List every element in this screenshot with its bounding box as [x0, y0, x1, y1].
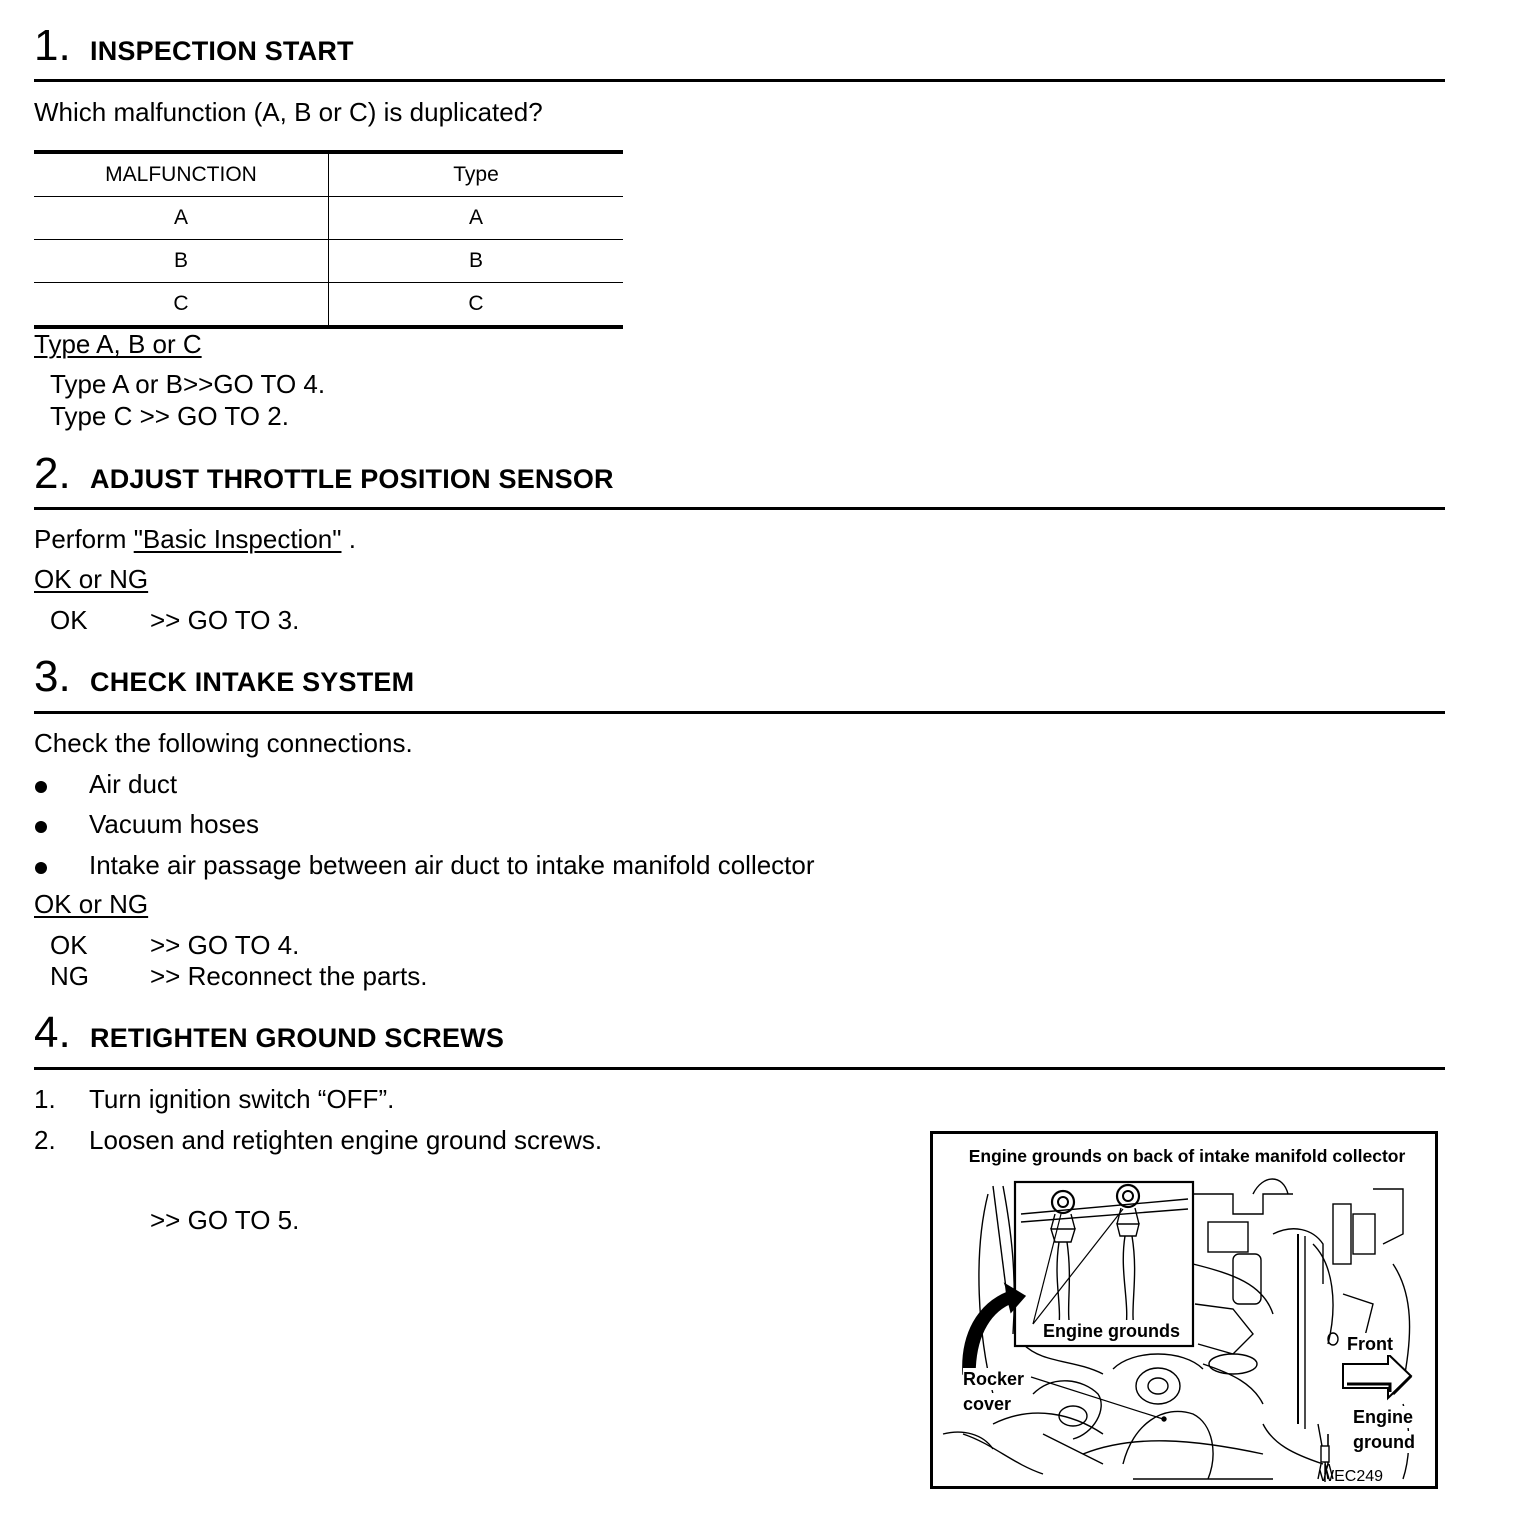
step-4-rule	[34, 1067, 1445, 1070]
table-row	[34, 240, 623, 283]
step-2-result-label: OK or NG	[34, 564, 149, 594]
engine-ground-label-1: Engine	[1353, 1407, 1414, 1427]
table-row	[34, 197, 623, 240]
instruction-number: 1.	[34, 1084, 56, 1114]
step-2-ok-action: >> GO TO 3.	[150, 605, 300, 635]
step-2-title: ADJUST THROTTLE POSITION SENSOR	[90, 464, 614, 494]
step-1-result-ab: Type A or B>>GO TO 4.	[50, 369, 326, 399]
basic-inspection-link[interactable]: "Basic Inspection"	[133, 524, 342, 554]
malfunction-question: Which malfunction (A, B or C) is duplicated?	[34, 97, 543, 127]
figure-title: Engine grounds on back of intake manifold collector	[968, 1146, 1406, 1166]
bullet-icon	[35, 821, 47, 833]
step-4-next: >> GO TO 5.	[150, 1205, 300, 1235]
step-2-rule	[34, 507, 1445, 510]
step-2-number: 2.	[34, 449, 71, 498]
step-3-ok-action: >> GO TO 4.	[150, 930, 300, 960]
instruction-number: 2.	[34, 1125, 56, 1155]
step-3-ok-key: OK	[50, 930, 88, 960]
engine-grounds-label: Engine grounds	[1043, 1321, 1180, 1341]
table-header-type: Type	[329, 152, 624, 197]
step-2-ok-key: OK	[50, 605, 88, 635]
perform-period: .	[348, 524, 356, 554]
step-3-rule	[34, 711, 1445, 714]
step-3-ng-action: >> Reconnect the parts.	[150, 961, 428, 991]
table-cell: B	[329, 240, 624, 283]
step-3-number: 3.	[34, 652, 71, 701]
table-cell: A	[34, 197, 329, 240]
table-header-row	[34, 152, 623, 197]
engine-grounds-figure	[930, 1131, 1438, 1489]
step-1-result-label: Type A, B or C	[34, 329, 202, 359]
table-cell: A	[329, 197, 624, 240]
step-4-number: 4.	[34, 1008, 71, 1057]
list-item: Vacuum hoses	[89, 809, 260, 839]
list-item: Intake air passage between air duct to intake manifold collector	[89, 850, 815, 880]
table-row	[34, 283, 623, 328]
step-1-rule	[34, 79, 1445, 82]
step-3-result-label: OK or NG	[34, 889, 149, 919]
step-4-title: RETIGHTEN GROUND SCREWS	[90, 1023, 505, 1053]
step-1-result-c: Type C >> GO TO 2.	[50, 401, 289, 431]
rocker-cover-label-2: cover	[963, 1394, 1012, 1414]
table-cell: B	[34, 240, 329, 283]
step-1-title: INSPECTION START	[90, 36, 354, 66]
front-label: Front	[1347, 1334, 1393, 1354]
step-3-title: CHECK INTAKE SYSTEM	[90, 667, 415, 697]
table-cell: C	[34, 283, 329, 328]
step-3-ng-key: NG	[50, 961, 89, 991]
step-3-intro: Check the following connections.	[34, 728, 413, 758]
figure-code: WEC249	[1319, 1468, 1384, 1485]
perform-text: Perform	[34, 524, 127, 554]
step-1-number: 1.	[34, 21, 71, 70]
list-item: Air duct	[89, 769, 178, 799]
malfunction-table	[34, 150, 623, 329]
perform-line	[34, 524, 356, 554]
engine-ground-label-2: ground	[1353, 1432, 1415, 1452]
instruction-text: Turn ignition switch “OFF”.	[89, 1084, 395, 1114]
instruction-text: Loosen and retighten engine ground screws.	[89, 1125, 603, 1155]
bullet-icon	[35, 862, 47, 874]
rocker-cover-label-1: Rocker	[963, 1369, 1025, 1389]
table-cell: C	[468, 292, 484, 315]
table-header-malfunction: MALFUNCTION	[34, 152, 329, 197]
bullet-icon	[35, 781, 47, 793]
